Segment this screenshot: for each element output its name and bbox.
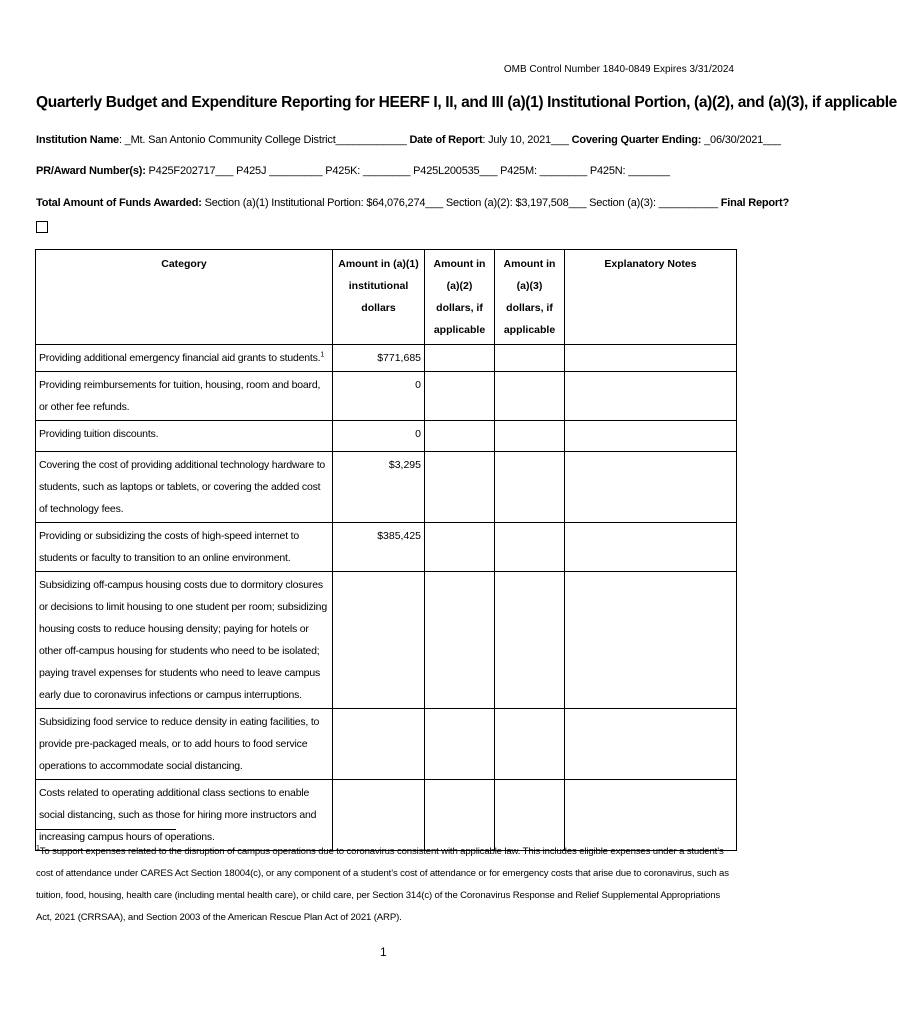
amount-a1-cell[interactable] — [333, 572, 425, 709]
notes-cell[interactable] — [565, 452, 737, 523]
institution-name-label: Institution Name — [36, 134, 119, 146]
amount-a1-cell[interactable]: $771,685 — [333, 345, 425, 372]
notes-cell[interactable] — [565, 345, 737, 372]
award-line — [36, 165, 670, 177]
amount-a2-cell[interactable] — [425, 572, 495, 709]
amount-a3-header: Amount in (a)(3) dollars, if applicable — [495, 250, 565, 345]
category-cell: Subsidizing food service to reduce density in eating facilities, to provide pre-packaged meals, or to add hours to food service operations to accommodate social distancing. — [36, 709, 333, 780]
table-row — [36, 452, 737, 523]
amount-a2-header: Amount in (a)(2) dollars, if applicable — [425, 250, 495, 345]
total-funds-label: Total Amount of Funds Awarded: — [36, 197, 202, 209]
notes-header: Explanatory Notes — [565, 250, 737, 345]
notes-cell[interactable] — [565, 421, 737, 452]
amount-a3-cell[interactable] — [495, 452, 565, 523]
amount-a1-header: Amount in (a)(1) institutional dollars — [333, 250, 425, 345]
amount-a1-cell[interactable]: 0 — [333, 372, 425, 421]
category-text: Providing additional emergency financial aid grants to students. — [39, 352, 321, 364]
table-row — [36, 709, 737, 780]
table-row — [36, 572, 737, 709]
total-funds-line — [36, 197, 789, 209]
footnote-divider — [36, 829, 176, 830]
amount-a2-cell[interactable] — [425, 345, 495, 372]
category-cell: Covering the cost of providing additional technology hardware to students, such as laptops or tablets, or covering the added cost of technology fees. — [36, 452, 333, 523]
final-report-checkbox[interactable] — [36, 221, 48, 233]
amount-a2-cell[interactable] — [425, 421, 495, 452]
category-cell — [36, 345, 333, 372]
category-cell: Providing or subsidizing the costs of high-speed internet to students or faculty to transition to an online environment. — [36, 523, 333, 572]
amount-a1-cell[interactable]: $3,295 — [333, 452, 425, 523]
notes-cell[interactable] — [565, 709, 737, 780]
amount-a3-cell[interactable] — [495, 421, 565, 452]
notes-cell[interactable] — [565, 523, 737, 572]
category-cell: Providing tuition discounts. — [36, 421, 333, 452]
covering-quarter-label: Covering Quarter Ending: — [571, 134, 702, 146]
category-cell: Costs related to operating additional class sections to enable social distancing, such as those for hiring more instructors and increasing campus hours of operations. — [36, 780, 333, 851]
notes-cell[interactable] — [565, 372, 737, 421]
footnote-text: To support expenses related to the disruption of campus operations due to coronavirus consistent with applicable law. This includes eligible expenses under a student’s cost of attendance under CARES Act Section 18004(c), or any component of a student’s cost of attendance or for emergency costs that arise due to coronavirus, such as tuition, food, housing, health care (including mental health care), or child care, per Section 314(c) of the Coronavirus Response and Relief Supplemental Appropriations Act, 2021 (CRRSAA), and Section 2003 of the American Rescue Plan Act of 2021 (ARP). — [36, 846, 729, 924]
category-cell: Subsidizing off-campus housing costs due to dormitory closures or decisions to limit housing to one student per room; subsidizing housing costs to reduce housing density; paying for hotels or other off-campus housing for students who need to be isolated; paying travel expenses for students who need to leave campus early due to coronavirus infections or campus interruptions. — [36, 572, 333, 709]
table-row — [36, 523, 737, 572]
covering-quarter-value: _06/30/2021___ — [701, 134, 781, 146]
page-title: Quarterly Budget and Expenditure Reporting for HEERF I, II, and III (a)(1) Institutional Portion, (a)(2), and (a)(3), if applicable — [36, 94, 897, 111]
table-row — [36, 345, 737, 372]
amount-a2-cell[interactable] — [425, 523, 495, 572]
page-number: 1 — [380, 945, 387, 959]
footnote — [36, 838, 736, 929]
amount-a3-cell[interactable] — [495, 345, 565, 372]
omb-control-number: OMB Control Number 1840-0849 Expires 3/31/2024 — [503, 64, 734, 75]
amount-a1-cell[interactable]: $385,425 — [333, 523, 425, 572]
amount-a2-cell[interactable] — [425, 452, 495, 523]
budget-table — [35, 249, 737, 851]
amount-a3-cell[interactable] — [495, 709, 565, 780]
footnote-marker: 1 — [36, 845, 40, 852]
final-report-label: Final Report? — [720, 197, 789, 209]
table-row — [36, 421, 737, 452]
footnote-ref: 1 — [320, 351, 325, 359]
amount-a3-cell[interactable] — [495, 572, 565, 709]
notes-cell[interactable] — [565, 572, 737, 709]
award-number-label: PR/Award Number(s): — [36, 165, 146, 177]
institution-line — [36, 134, 781, 146]
amount-a1-cell[interactable] — [333, 709, 425, 780]
report-date-label: Date of Report — [409, 134, 483, 146]
amount-a2-cell[interactable] — [425, 709, 495, 780]
table-row — [36, 372, 737, 421]
category-header: Category — [36, 250, 333, 345]
total-funds-value: Section (a)(1) Institutional Portion: $64,076,274___ Section (a)(2): $3,197,508___ Section (a)(3): __________ — [201, 197, 721, 209]
report-date-value: : July 10, 2021___ — [482, 134, 569, 146]
amount-a3-cell[interactable] — [495, 372, 565, 421]
amount-a2-cell[interactable] — [425, 372, 495, 421]
award-number-value: P425F202717___ P425J _________ P425K: ________ P425L200535___ P425M: ________ P425N: _______ — [145, 165, 670, 177]
category-cell: Providing reimbursements for tuition, housing, room and board, or other fee refunds. — [36, 372, 333, 421]
amount-a1-cell[interactable]: 0 — [333, 421, 425, 452]
amount-a3-cell[interactable] — [495, 523, 565, 572]
table-header-row — [36, 250, 737, 345]
institution-name-value: : _Mt. San Antonio Community College District____________ — [118, 134, 407, 146]
